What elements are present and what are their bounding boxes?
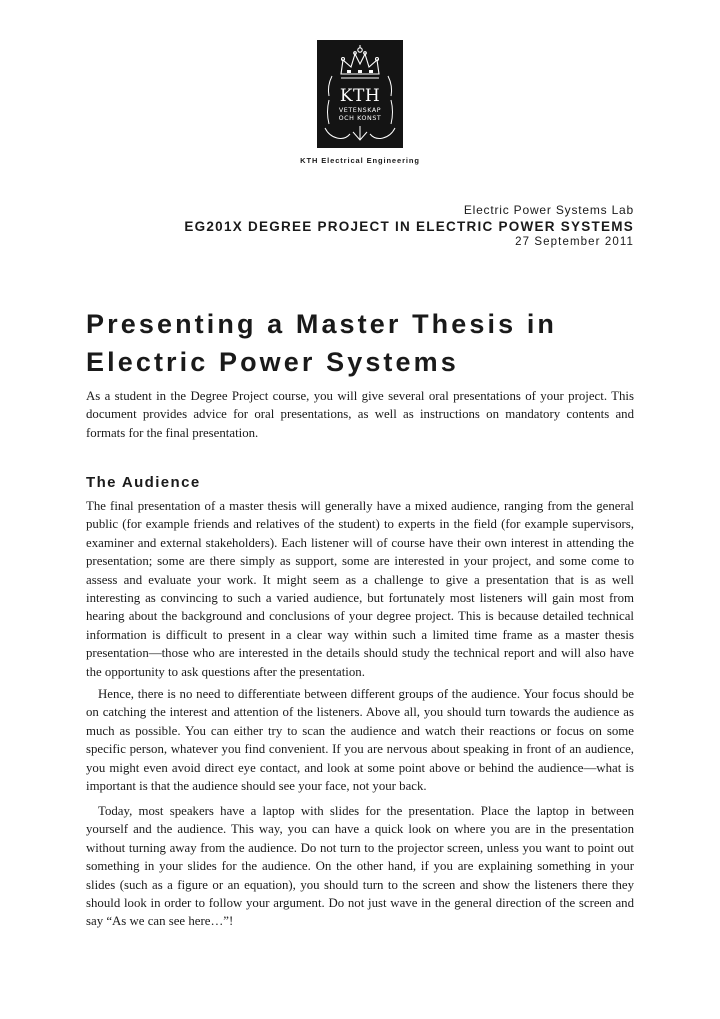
- document-title: Presenting a Master Thesis in Electric Power Systems: [86, 309, 558, 377]
- document-date: 27 September 2011: [515, 236, 634, 248]
- course-title: EG201X DEGREE PROJECT IN ELECTRIC POWER SYSTEMS: [184, 219, 634, 234]
- intro-paragraph: As a student in the Degree Project course, you will give several oral presentations of your project. This document provides advice for oral presentations, as well as instructions on mandatory contents and formats for the final presentation.: [86, 389, 634, 440]
- logo-emblem: [317, 40, 403, 148]
- body-paragraph: Today, most speakers have a laptop with slides for the presentation. Place the laptop in between yourself and the audience. This way, you can have a quick look on where you are in the presentation without turning away from the audience. Do not turn to the projector screen, unless you want to point out something in your slides for the audience. On the other hand, if you are explaining something in your slides (such as a figure or an equation), you should turn to the screen and show the listeners there they should look in order to follow your argument. Do not just wave in the general direction of the screen and say “As we can see here…”!: [86, 804, 634, 929]
- section-heading: The Audience: [86, 474, 201, 491]
- logo-subtitle-2: OCH KONST: [338, 115, 382, 122]
- body-paragraph: The final presentation of a master thesis will generally have a mixed audience, ranging from the general public (for example friends and relatives of the student) to experts in the field (for example supervisors, examiner and external stakeholders). Each listener will of course have their own interest in attending the presentation; some are there simply as support, some are interested in your project, and some come to assess and evaluate your work. It might seem as a challenge to give a presentation that is as well interesting as convincing to such a varied audience, but fortunately most listeners will gain most from hearing about the background and conclusions of your degree project. This is because detailed technical information is difficult to present in a clear way within such a limited time frame as a master thesis presentation—those who are interested in the details should study the technical report and will also have the opportunity to ask questions after the presentation.: [86, 499, 634, 679]
- logo-subtitle-1: VETENSKAP: [338, 107, 382, 114]
- department-name: KTH Electrical Engineering: [300, 156, 420, 165]
- lab-name: Electric Power Systems Lab: [463, 203, 634, 217]
- logo-kth-text: KTH: [339, 86, 381, 106]
- body-paragraph: Hence, there is no need to differentiate between different groups of the audience. Your focus should be on catching the interest and attention of the listeners. Above all, you should turn towards the audience as much as possible. You can either try to scan the audience and watch their reactions or focus on some specific person, whatever you find convenient. If you are nervous about speaking in front of an audience, you might even avoid direct eye contact, and look at some point above or behind the audience—what is important is that the audience should see your face, not your back.: [86, 687, 634, 794]
- kth-logo: [317, 40, 403, 148]
